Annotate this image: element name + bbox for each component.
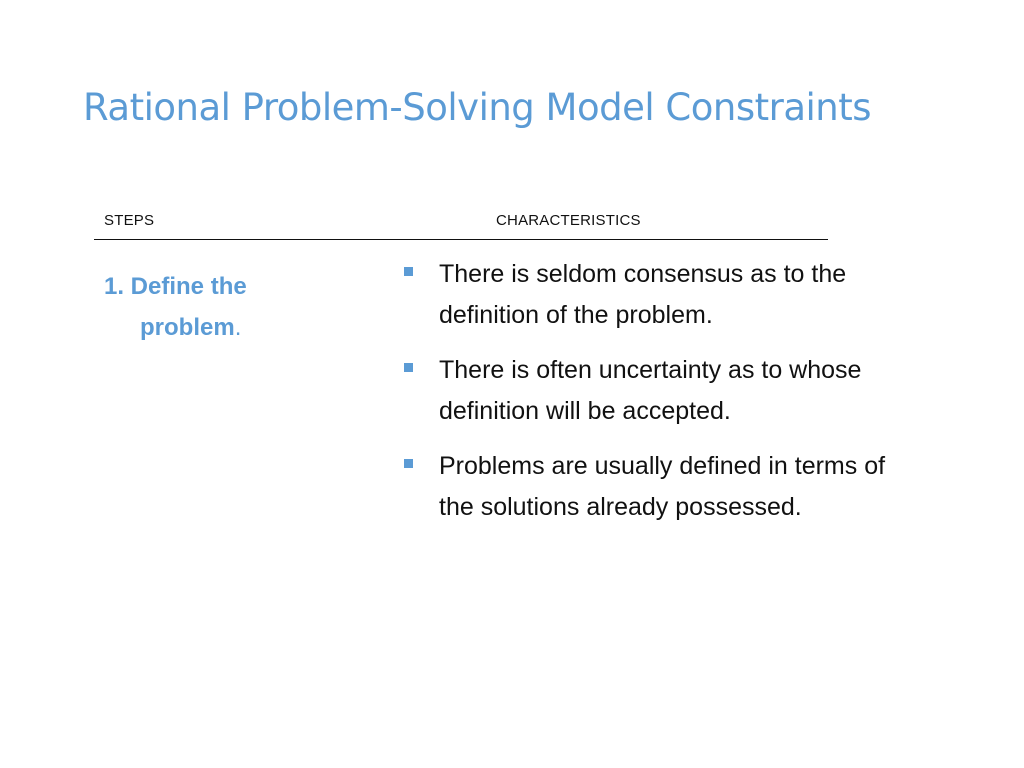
steps-column-header: STEPS: [104, 212, 155, 229]
characteristics-list: [402, 254, 922, 542]
characteristic-text: Problems are usually defined in terms of the solutions already possessed.: [439, 452, 886, 521]
characteristics-column-header: CHARACTERISTICS: [496, 212, 641, 229]
step-label-line2: [104, 307, 344, 348]
characteristic-item: [402, 446, 922, 528]
step-label-word: problem: [140, 314, 235, 341]
slide-title: Rational Problem-Solving Model Constraints: [83, 86, 872, 129]
square-bullet-icon: [404, 267, 413, 276]
characteristic-item: [402, 254, 922, 336]
step-label-line1: 1. Define the: [104, 273, 247, 300]
step-define-problem: [104, 266, 344, 348]
square-bullet-icon: [404, 363, 413, 372]
characteristic-item: [402, 350, 922, 432]
square-bullet-icon: [404, 459, 413, 468]
step-label-period: .: [234, 314, 242, 341]
characteristic-text: There is seldom consensus as to the definition of the problem.: [439, 260, 847, 329]
characteristic-text: There is often uncertainty as to whose definition will be accepted.: [439, 356, 862, 425]
header-divider: [94, 239, 828, 240]
